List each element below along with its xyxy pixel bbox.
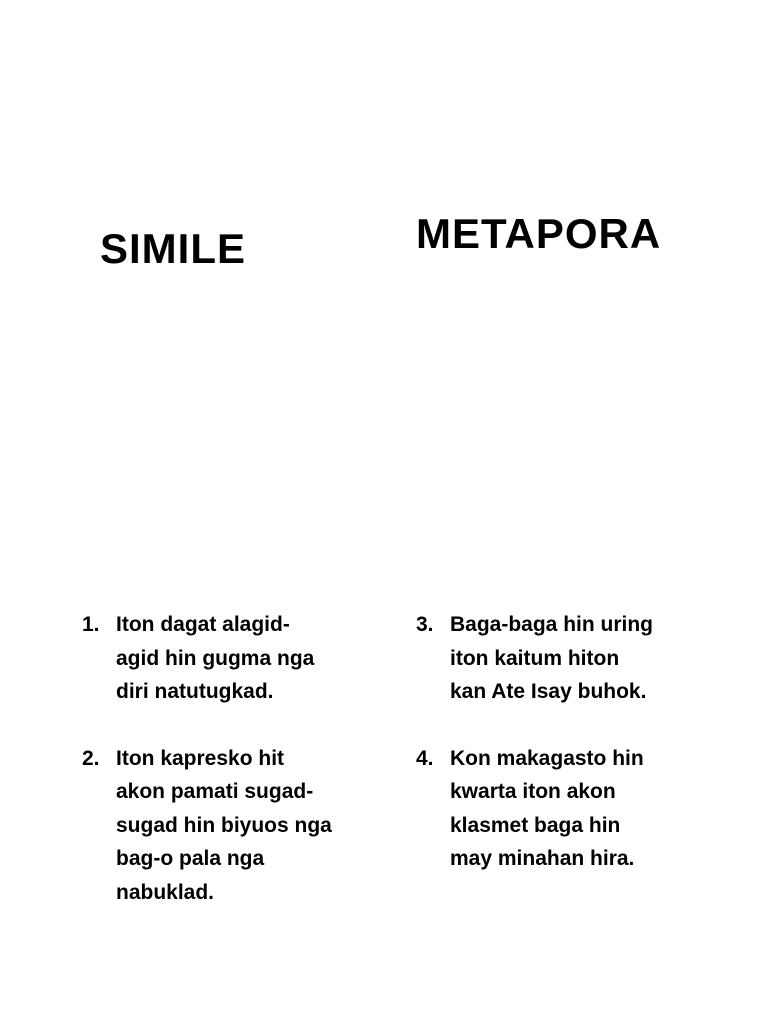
item-line: may minahan hira. [450,847,635,870]
simile-list [82,608,372,909]
metapora-list [416,608,706,876]
item-number: 4. [416,746,434,770]
list-item [82,608,372,709]
item-number: 3. [416,613,434,636]
item-number: 2. [82,746,100,770]
item-line: Iton kapresko hit [116,746,285,770]
item-line: nabuklad. [116,880,215,904]
list-item [416,742,706,876]
item-line: kwarta iton akon [450,780,616,803]
item-line: klasmet baga hin [450,813,621,837]
list-item [82,742,372,910]
list-item [416,608,706,709]
item-line: Baga-baga hin uring [450,613,654,636]
metapora-heading: METAPORA [416,210,662,257]
item-line: sugad hin biyuos nga [116,813,332,837]
simile-heading: SIMILE [100,225,247,272]
item-number: 1. [82,613,100,636]
item-line: Kon makagasto hin [450,746,644,770]
item-line: kan Ate Isay buhok. [450,680,647,703]
item-line: diri natutugkad. [116,680,274,703]
item-line: bag-o pala nga [116,847,265,870]
item-line: agid hin gugma nga [116,646,315,670]
item-line: akon pamati sugad- [116,780,314,803]
item-line: Iton dagat alagid- [116,613,290,636]
item-line: iton kaitum hiton [450,646,620,670]
